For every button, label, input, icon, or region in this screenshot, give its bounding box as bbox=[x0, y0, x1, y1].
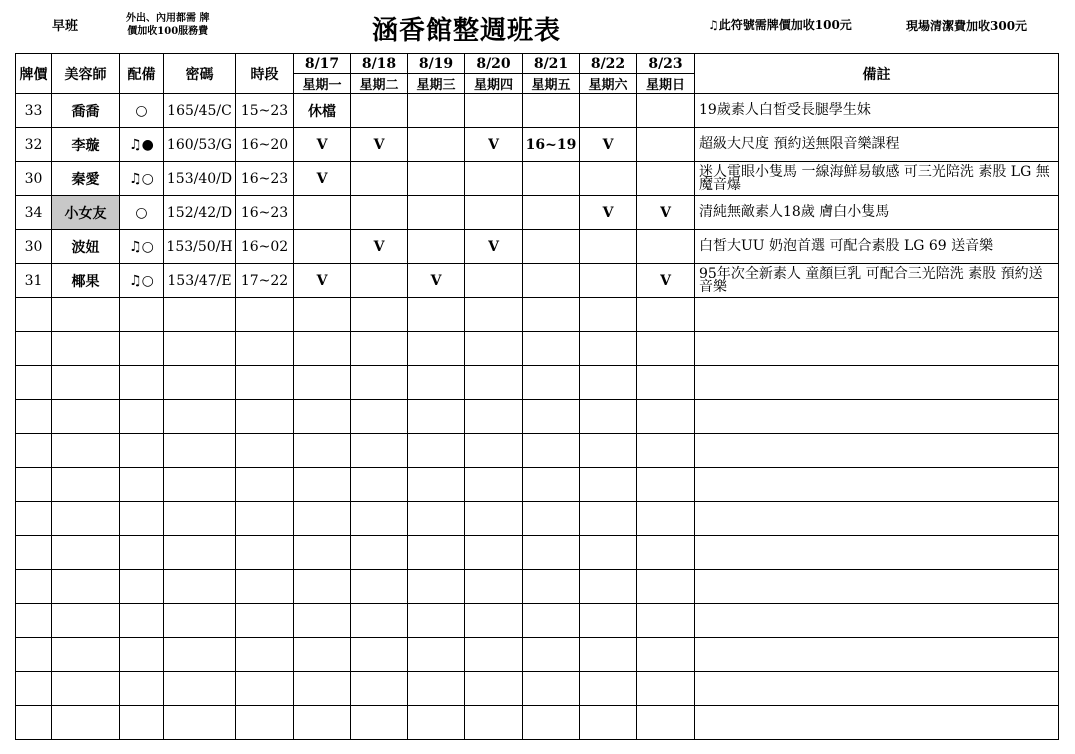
empty-cell bbox=[637, 332, 695, 366]
empty-cell bbox=[465, 502, 523, 536]
empty-row bbox=[16, 604, 1059, 638]
empty-cell bbox=[120, 400, 164, 434]
equip-cell: ○ bbox=[120, 196, 164, 230]
price-cell: 33 bbox=[16, 94, 52, 128]
empty-cell bbox=[465, 672, 523, 706]
schedule-cell bbox=[465, 196, 523, 230]
empty-cell bbox=[523, 400, 580, 434]
schedule-cell bbox=[408, 128, 465, 162]
empty-cell bbox=[408, 400, 465, 434]
empty-cell bbox=[294, 434, 351, 468]
empty-cell bbox=[351, 298, 408, 332]
empty-cell bbox=[236, 468, 294, 502]
schedule-cell bbox=[408, 162, 465, 196]
empty-cell bbox=[52, 570, 120, 604]
empty-cell bbox=[580, 536, 637, 570]
table-row bbox=[16, 230, 1059, 264]
empty-cell bbox=[351, 706, 408, 740]
empty-cell bbox=[120, 434, 164, 468]
code-cell: 153/50/H bbox=[164, 230, 236, 264]
empty-cell bbox=[465, 434, 523, 468]
empty-cell bbox=[637, 672, 695, 706]
empty-cell bbox=[637, 468, 695, 502]
service-fee-note-line2: 價加收100服務費 bbox=[127, 26, 209, 37]
empty-cell bbox=[637, 434, 695, 468]
empty-cell bbox=[164, 536, 236, 570]
day-date-6: 8/23 bbox=[637, 54, 695, 74]
empty-cell bbox=[52, 502, 120, 536]
empty-cell bbox=[408, 604, 465, 638]
schedule-cell bbox=[523, 230, 580, 264]
empty-cell bbox=[408, 536, 465, 570]
empty-cell bbox=[695, 536, 1059, 570]
table-row bbox=[16, 162, 1059, 196]
empty-row bbox=[16, 536, 1059, 570]
empty-cell bbox=[16, 604, 52, 638]
schedule-cell bbox=[294, 196, 351, 230]
empty-cell bbox=[695, 400, 1059, 434]
empty-cell bbox=[52, 332, 120, 366]
day-date-2: 8/19 bbox=[408, 54, 465, 74]
empty-cell bbox=[52, 298, 120, 332]
empty-row bbox=[16, 468, 1059, 502]
empty-cell bbox=[351, 570, 408, 604]
schedule-cell: V bbox=[351, 230, 408, 264]
schedule-cell bbox=[580, 264, 637, 298]
empty-cell bbox=[408, 706, 465, 740]
empty-cell bbox=[408, 570, 465, 604]
empty-row bbox=[16, 400, 1059, 434]
empty-cell bbox=[408, 332, 465, 366]
empty-cell bbox=[52, 434, 120, 468]
empty-cell bbox=[294, 706, 351, 740]
empty-cell bbox=[120, 672, 164, 706]
schedule-cell bbox=[351, 162, 408, 196]
day-date-4: 8/21 bbox=[523, 54, 580, 74]
empty-cell bbox=[465, 332, 523, 366]
empty-row bbox=[16, 298, 1059, 332]
day-date-1: 8/18 bbox=[351, 54, 408, 74]
empty-cell bbox=[236, 332, 294, 366]
empty-cell bbox=[580, 332, 637, 366]
empty-cell bbox=[695, 298, 1059, 332]
empty-cell bbox=[695, 366, 1059, 400]
schedule-cell bbox=[580, 230, 637, 264]
empty-cell bbox=[695, 638, 1059, 672]
empty-cell bbox=[164, 570, 236, 604]
empty-cell bbox=[164, 502, 236, 536]
schedule-cell: V bbox=[294, 128, 351, 162]
empty-cell bbox=[523, 706, 580, 740]
remarks-cell: 19歲素人白皙受長腿學生妹 bbox=[695, 94, 1059, 128]
empty-cell bbox=[351, 366, 408, 400]
col-header-remarks: 備註 bbox=[695, 54, 1059, 94]
empty-cell bbox=[52, 400, 120, 434]
table-row bbox=[16, 264, 1059, 298]
empty-cell bbox=[236, 434, 294, 468]
col-header-price: 牌價 bbox=[16, 54, 52, 94]
empty-cell bbox=[236, 400, 294, 434]
empty-cell bbox=[236, 706, 294, 740]
empty-cell bbox=[580, 706, 637, 740]
remarks-cell: 超級大尺度 預約送無限音樂課程 bbox=[695, 128, 1059, 162]
empty-cell bbox=[164, 638, 236, 672]
empty-cell bbox=[236, 502, 294, 536]
empty-cell bbox=[408, 502, 465, 536]
empty-cell bbox=[236, 366, 294, 400]
empty-cell bbox=[351, 536, 408, 570]
empty-cell bbox=[637, 502, 695, 536]
empty-cell bbox=[120, 366, 164, 400]
empty-cell bbox=[695, 604, 1059, 638]
empty-cell bbox=[408, 434, 465, 468]
empty-cell bbox=[637, 706, 695, 740]
equip-cell: ♫○ bbox=[120, 264, 164, 298]
empty-cell bbox=[637, 400, 695, 434]
empty-cell bbox=[294, 672, 351, 706]
empty-cell bbox=[523, 536, 580, 570]
empty-cell bbox=[408, 672, 465, 706]
schedule-cell: V bbox=[465, 128, 523, 162]
name-cell: 喬喬 bbox=[52, 94, 120, 128]
table-row bbox=[16, 94, 1059, 128]
empty-cell bbox=[695, 434, 1059, 468]
empty-cell bbox=[351, 468, 408, 502]
empty-cell bbox=[294, 570, 351, 604]
empty-cell bbox=[164, 332, 236, 366]
empty-cell bbox=[164, 366, 236, 400]
empty-cell bbox=[465, 400, 523, 434]
empty-cell bbox=[695, 502, 1059, 536]
empty-cell bbox=[408, 298, 465, 332]
day-date-5: 8/22 bbox=[580, 54, 637, 74]
empty-cell bbox=[523, 502, 580, 536]
empty-cell bbox=[120, 706, 164, 740]
empty-cell bbox=[120, 332, 164, 366]
empty-cell bbox=[164, 604, 236, 638]
schedule-cell: 16~19 bbox=[523, 128, 580, 162]
code-cell: 153/40/D bbox=[164, 162, 236, 196]
empty-cell bbox=[523, 604, 580, 638]
empty-cell bbox=[236, 298, 294, 332]
col-header-name: 美容師 bbox=[52, 54, 120, 94]
weekly-schedule-table bbox=[15, 53, 1059, 740]
table-row bbox=[16, 128, 1059, 162]
price-cell: 34 bbox=[16, 196, 52, 230]
cleaning-fee-note: 現場清潔費加收300元 bbox=[906, 19, 1028, 33]
schedule-cell: V bbox=[408, 264, 465, 298]
empty-cell bbox=[695, 332, 1059, 366]
empty-cell bbox=[294, 332, 351, 366]
empty-cell bbox=[52, 638, 120, 672]
empty-cell bbox=[16, 434, 52, 468]
code-cell: 160/53/G bbox=[164, 128, 236, 162]
schedule-cell bbox=[408, 196, 465, 230]
hours-cell: 16~02 bbox=[236, 230, 294, 264]
schedule-cell: 休檔 bbox=[294, 94, 351, 128]
empty-cell bbox=[164, 434, 236, 468]
day-weekday-5: 星期六 bbox=[580, 74, 637, 94]
empty-cell bbox=[580, 570, 637, 604]
empty-cell bbox=[580, 298, 637, 332]
empty-cell bbox=[465, 706, 523, 740]
empty-cell bbox=[695, 706, 1059, 740]
day-date-3: 8/20 bbox=[465, 54, 523, 74]
empty-cell bbox=[523, 434, 580, 468]
empty-cell bbox=[580, 672, 637, 706]
empty-cell bbox=[523, 672, 580, 706]
schedule-cell bbox=[580, 162, 637, 196]
empty-cell bbox=[236, 638, 294, 672]
schedule-cell: V bbox=[580, 128, 637, 162]
schedule-cell: V bbox=[294, 264, 351, 298]
empty-cell bbox=[351, 502, 408, 536]
empty-cell bbox=[236, 570, 294, 604]
empty-cell bbox=[16, 672, 52, 706]
empty-cell bbox=[164, 298, 236, 332]
schedule-cell bbox=[408, 230, 465, 264]
empty-cell bbox=[465, 536, 523, 570]
music-fee-note: ♫此符號需牌價加收100元 bbox=[708, 18, 852, 32]
schedule-cell: V bbox=[580, 196, 637, 230]
day-weekday-3: 星期四 bbox=[465, 74, 523, 94]
code-cell: 153/47/E bbox=[164, 264, 236, 298]
equip-cell: ○ bbox=[120, 94, 164, 128]
empty-cell bbox=[294, 366, 351, 400]
service-fee-note bbox=[126, 12, 209, 38]
empty-cell bbox=[408, 468, 465, 502]
price-cell: 30 bbox=[16, 230, 52, 264]
empty-cell bbox=[637, 604, 695, 638]
col-header-hours: 時段 bbox=[236, 54, 294, 94]
schedule-cell bbox=[465, 94, 523, 128]
empty-cell bbox=[236, 672, 294, 706]
empty-cell bbox=[16, 570, 52, 604]
empty-row bbox=[16, 366, 1059, 400]
empty-row bbox=[16, 672, 1059, 706]
empty-row bbox=[16, 706, 1059, 740]
empty-cell bbox=[465, 638, 523, 672]
empty-cell bbox=[523, 332, 580, 366]
empty-cell bbox=[637, 638, 695, 672]
empty-cell bbox=[120, 604, 164, 638]
schedule-cell bbox=[523, 94, 580, 128]
schedule-cell bbox=[637, 94, 695, 128]
empty-cell bbox=[52, 604, 120, 638]
empty-cell bbox=[294, 400, 351, 434]
empty-cell bbox=[351, 604, 408, 638]
day-weekday-1: 星期二 bbox=[351, 74, 408, 94]
empty-cell bbox=[351, 638, 408, 672]
code-cell: 152/42/D bbox=[164, 196, 236, 230]
empty-cell bbox=[465, 604, 523, 638]
col-header-equip: 配備 bbox=[120, 54, 164, 94]
schedule-cell bbox=[294, 230, 351, 264]
empty-cell bbox=[523, 468, 580, 502]
empty-cell bbox=[52, 536, 120, 570]
empty-row bbox=[16, 434, 1059, 468]
empty-cell bbox=[580, 604, 637, 638]
service-fee-note-line1: 外出、內用都需 牌 bbox=[126, 13, 210, 24]
empty-cell bbox=[120, 298, 164, 332]
empty-cell bbox=[52, 468, 120, 502]
day-weekday-2: 星期三 bbox=[408, 74, 465, 94]
empty-cell bbox=[580, 400, 637, 434]
empty-cell bbox=[294, 638, 351, 672]
empty-cell bbox=[294, 298, 351, 332]
day-date-0: 8/17 bbox=[294, 54, 351, 74]
hours-cell: 17~22 bbox=[236, 264, 294, 298]
empty-cell bbox=[16, 502, 52, 536]
empty-cell bbox=[523, 570, 580, 604]
empty-cell bbox=[580, 502, 637, 536]
schedule-cell bbox=[351, 196, 408, 230]
shift-label: 早班 bbox=[52, 19, 79, 34]
empty-cell bbox=[465, 298, 523, 332]
price-cell: 32 bbox=[16, 128, 52, 162]
name-cell: 椰果 bbox=[52, 264, 120, 298]
empty-cell bbox=[164, 400, 236, 434]
name-cell: 波妞 bbox=[52, 230, 120, 264]
empty-cell bbox=[236, 604, 294, 638]
empty-cell bbox=[120, 468, 164, 502]
empty-cell bbox=[465, 570, 523, 604]
empty-cell bbox=[294, 536, 351, 570]
empty-row bbox=[16, 332, 1059, 366]
schedule-cell bbox=[351, 264, 408, 298]
hours-cell: 16~20 bbox=[236, 128, 294, 162]
empty-cell bbox=[16, 536, 52, 570]
empty-cell bbox=[637, 298, 695, 332]
empty-row bbox=[16, 570, 1059, 604]
schedule-cell: V bbox=[294, 162, 351, 196]
empty-cell bbox=[637, 366, 695, 400]
empty-cell bbox=[294, 468, 351, 502]
empty-cell bbox=[52, 672, 120, 706]
empty-cell bbox=[523, 366, 580, 400]
table-row bbox=[16, 196, 1059, 230]
empty-cell bbox=[236, 536, 294, 570]
header-row-dates bbox=[16, 54, 1059, 74]
day-weekday-4: 星期五 bbox=[523, 74, 580, 94]
equip-cell: ♫○ bbox=[120, 230, 164, 264]
empty-cell bbox=[164, 468, 236, 502]
empty-cell bbox=[120, 536, 164, 570]
empty-cell bbox=[16, 638, 52, 672]
schedule-cell bbox=[523, 162, 580, 196]
schedule-cell bbox=[465, 264, 523, 298]
equip-cell: ♫● bbox=[120, 128, 164, 162]
hours-cell: 16~23 bbox=[236, 196, 294, 230]
price-cell: 30 bbox=[16, 162, 52, 196]
day-weekday-0: 星期一 bbox=[294, 74, 351, 94]
empty-cell bbox=[580, 468, 637, 502]
remarks-cell: 95年次全新素人 童顏巨乳 可配合三光陪洗 素股 預約送音樂 bbox=[695, 264, 1059, 298]
page-title: 涵香館整週班表 bbox=[372, 16, 562, 46]
empty-row bbox=[16, 502, 1059, 536]
empty-cell bbox=[408, 366, 465, 400]
name-cell: 李璇 bbox=[52, 128, 120, 162]
hours-cell: 15~23 bbox=[236, 94, 294, 128]
empty-cell bbox=[695, 672, 1059, 706]
empty-cell bbox=[465, 468, 523, 502]
empty-cell bbox=[164, 672, 236, 706]
empty-cell bbox=[294, 604, 351, 638]
empty-row bbox=[16, 638, 1059, 672]
schedule-cell bbox=[408, 94, 465, 128]
name-cell: 小女友 bbox=[52, 196, 120, 230]
empty-cell bbox=[465, 366, 523, 400]
empty-cell bbox=[351, 332, 408, 366]
empty-cell bbox=[120, 638, 164, 672]
empty-cell bbox=[351, 400, 408, 434]
empty-cell bbox=[580, 366, 637, 400]
empty-cell bbox=[52, 706, 120, 740]
schedule-cell: V bbox=[637, 196, 695, 230]
schedule-cell: V bbox=[351, 128, 408, 162]
empty-cell bbox=[164, 706, 236, 740]
empty-cell bbox=[351, 434, 408, 468]
equip-cell: ♫○ bbox=[120, 162, 164, 196]
remarks-cell: 迷人電眼小隻馬 一線海鮮易敏感 可三光陪洗 素股 LG 無魔音爆 bbox=[695, 162, 1059, 196]
name-cell: 秦愛 bbox=[52, 162, 120, 196]
schedule-cell bbox=[637, 230, 695, 264]
schedule-cell bbox=[523, 264, 580, 298]
empty-cell bbox=[580, 434, 637, 468]
empty-cell bbox=[120, 502, 164, 536]
empty-cell bbox=[351, 672, 408, 706]
empty-cell bbox=[695, 570, 1059, 604]
remarks-cell: 白皙大UU 奶泡首選 可配合素股 LG 69 送音樂 bbox=[695, 230, 1059, 264]
col-header-code: 密碼 bbox=[164, 54, 236, 94]
remarks-cell: 清純無敵素人18歲 膚白小隻馬 bbox=[695, 196, 1059, 230]
empty-cell bbox=[695, 468, 1059, 502]
empty-cell bbox=[637, 536, 695, 570]
empty-cell bbox=[408, 638, 465, 672]
empty-cell bbox=[16, 366, 52, 400]
empty-cell bbox=[16, 706, 52, 740]
empty-cell bbox=[120, 570, 164, 604]
schedule-cell bbox=[580, 94, 637, 128]
empty-cell bbox=[16, 332, 52, 366]
schedule-cell bbox=[351, 94, 408, 128]
empty-cell bbox=[294, 502, 351, 536]
empty-cell bbox=[52, 366, 120, 400]
hours-cell: 16~23 bbox=[236, 162, 294, 196]
day-weekday-6: 星期日 bbox=[637, 74, 695, 94]
schedule-cell bbox=[637, 162, 695, 196]
schedule-cell bbox=[523, 196, 580, 230]
empty-cell bbox=[523, 638, 580, 672]
empty-cell bbox=[580, 638, 637, 672]
empty-cell bbox=[16, 400, 52, 434]
schedule-cell: V bbox=[637, 264, 695, 298]
empty-cell bbox=[523, 298, 580, 332]
schedule-cell: V bbox=[465, 230, 523, 264]
empty-cell bbox=[637, 570, 695, 604]
empty-cell bbox=[16, 298, 52, 332]
price-cell: 31 bbox=[16, 264, 52, 298]
code-cell: 165/45/C bbox=[164, 94, 236, 128]
schedule-cell bbox=[637, 128, 695, 162]
schedule-cell bbox=[465, 162, 523, 196]
empty-cell bbox=[16, 468, 52, 502]
